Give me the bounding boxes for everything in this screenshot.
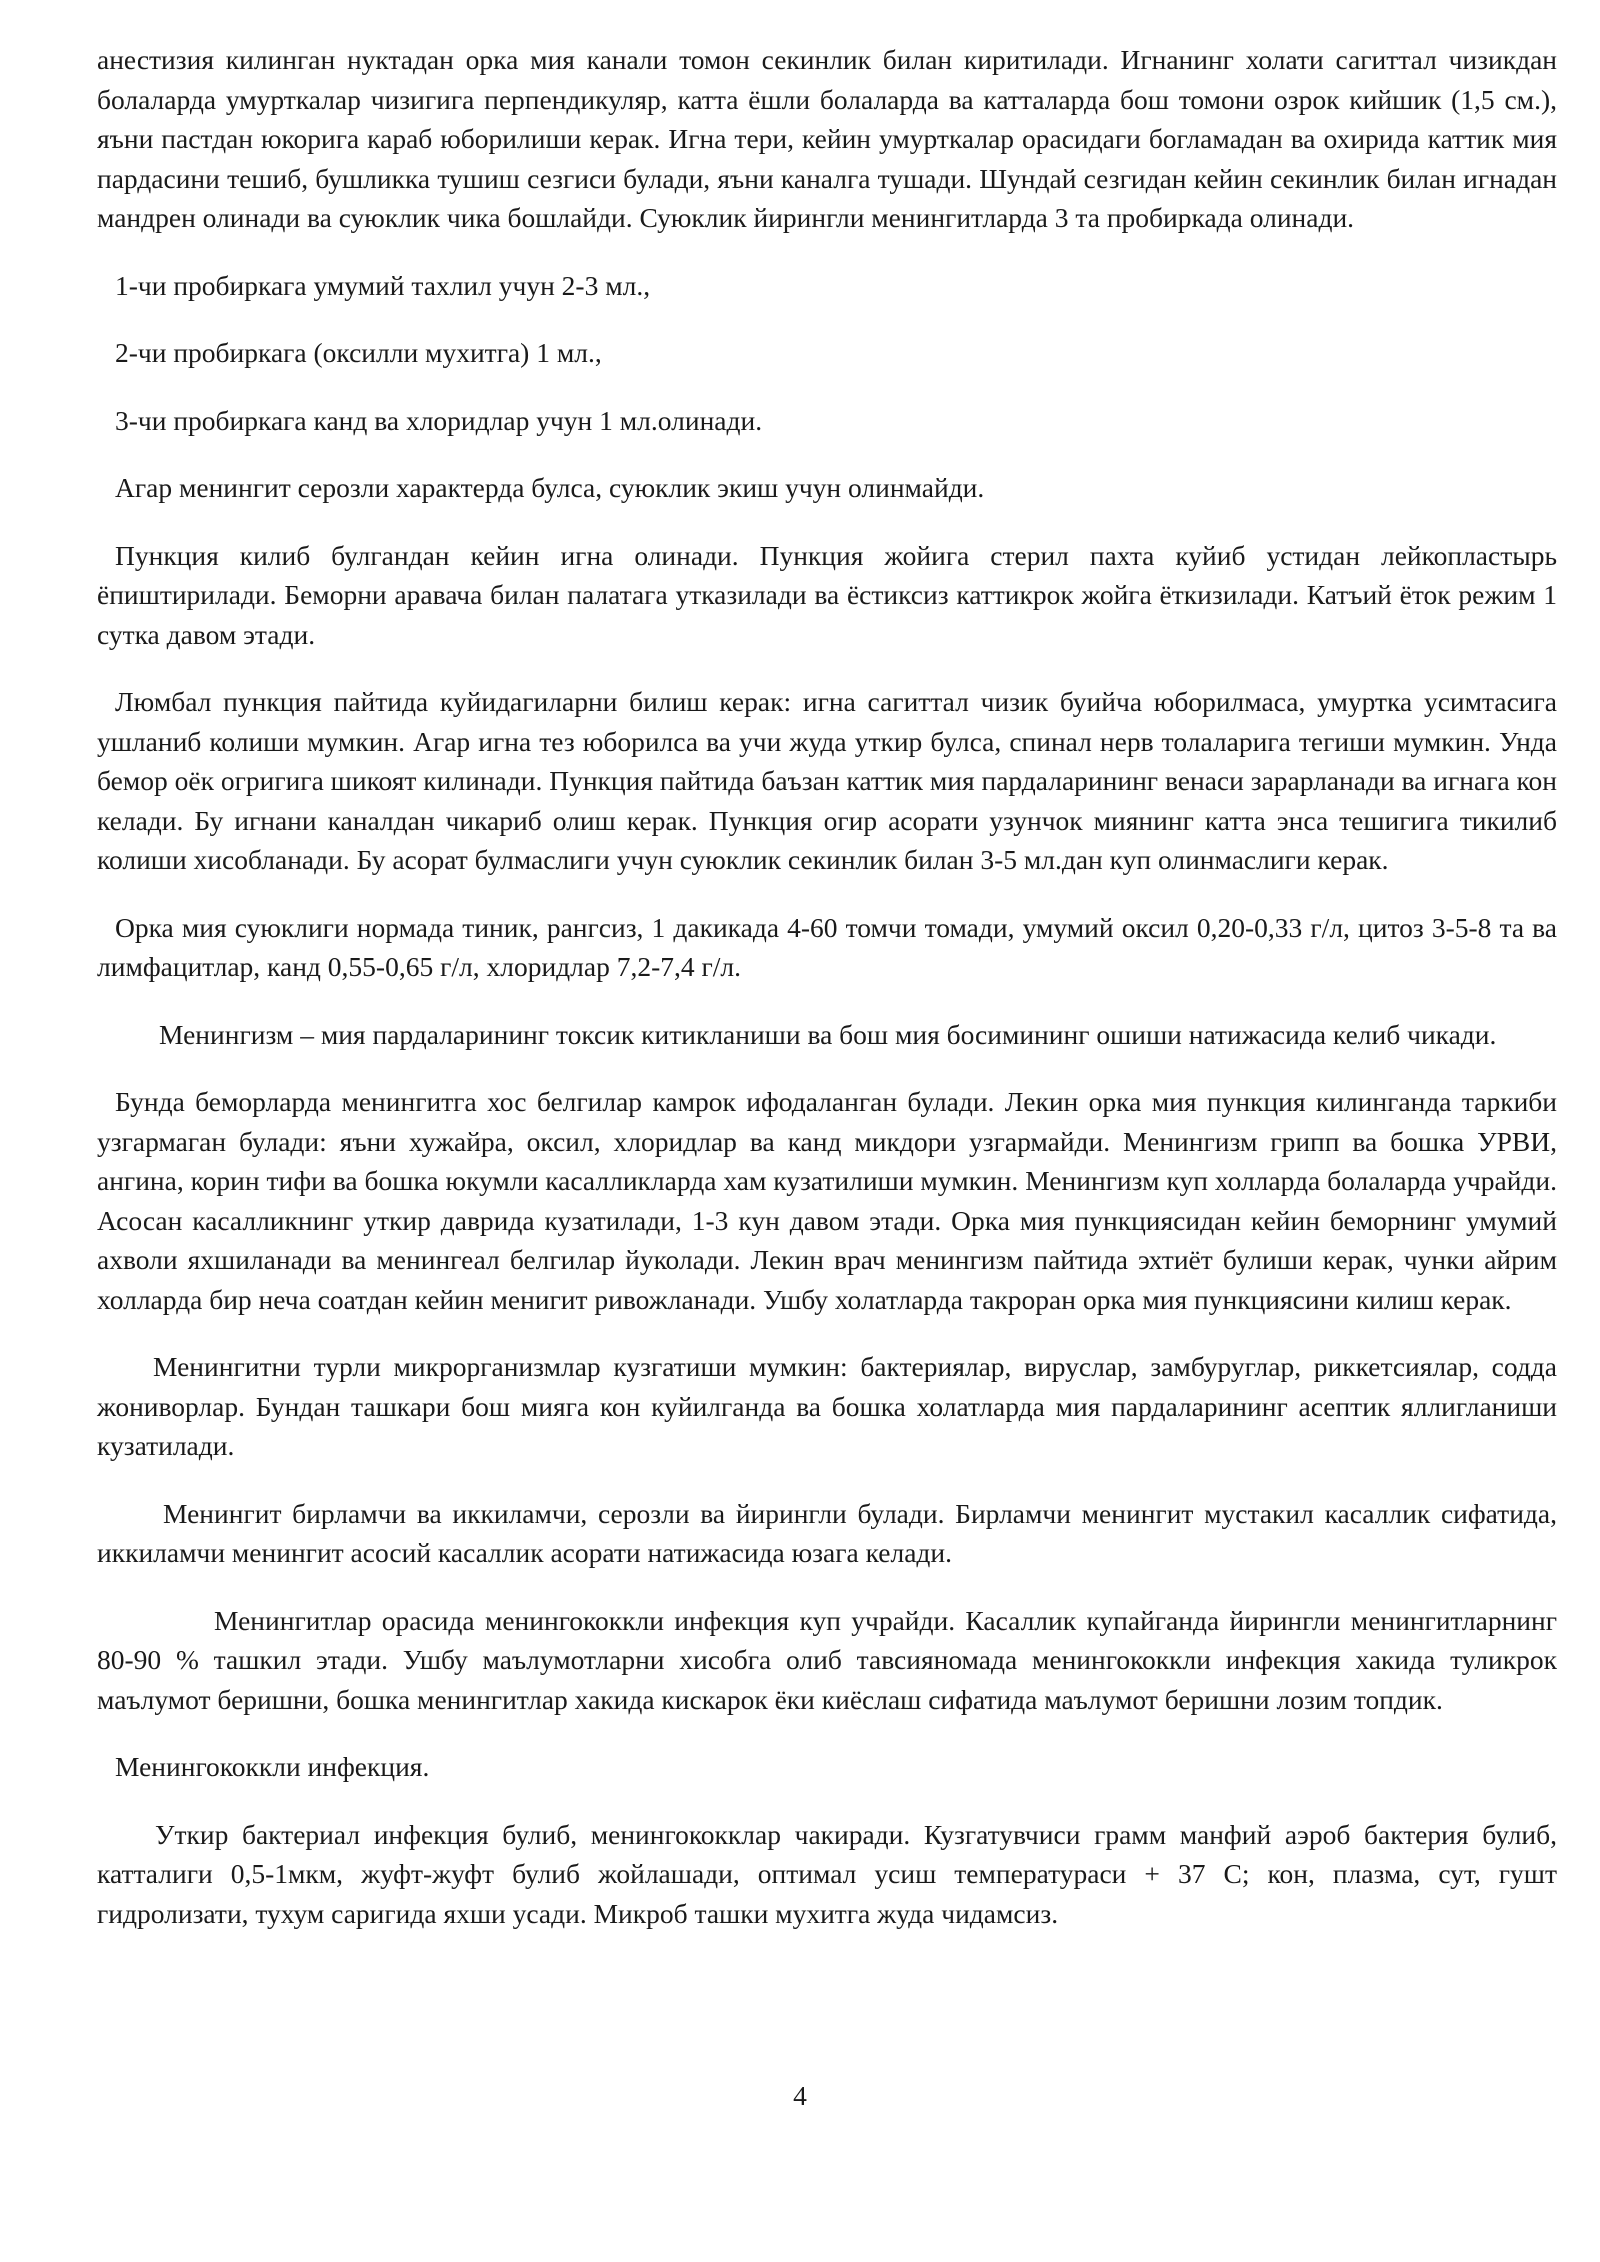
paragraph-meningococcal-description: Уткир бактериал инфекция булиб, менингококклар чакиради. Кузгатувчиси грамм манфий аэроб бактерия булиб, катталиги 0,5-1мкм, жуфт-жуфт булиб жойлашади, оптимал усиш температураси + 37 С; кон, плазма, сут, гушт гидролизати, тухум саригида яхши усади. Микроб ташки мухитга жуда чидамсиз. bbox=[97, 1818, 1557, 1929]
paragraph-meningitis-types: Менингит бирламчи ва иккиламчи, серозли ва йирингли булади. Бирламчи менингит мустакил касаллик сифатида, иккиламчи менингит асосий касаллик асорати натижасида юзага келади. bbox=[97, 1497, 1557, 1568]
paragraph-tube-3: 3-чи пробиркага канд ва хлоридлар учун 1 мл.олинади. bbox=[115, 404, 763, 436]
paragraph-meningism-details: Бунда беморларда менингитга хос белгилар камрок ифодаланган булади. Лекин орка мия пункция килинганда таркиби узгармаган булади: яъни хужайра, оксил, хлоридлар ва канд микдори узгармайди. Менингизм грипп ва бошка УРВИ, ангина, корин тифи ва бошка юкумли касалликларда хам кузатилиши мумкин. Менингизм куп холларда болаларда учрайди. Асосан касалликнинг уткир даврида кузатилади, 1-3 кун давом этади. Орка мия пункциясидан кейин беморнинг умумий ахволи яхшиланади ва менингеал белгилар йуколади. Лекин врач менингизм пайтида эхтиёт булиши керак, чунки айрим холларда бир неча соатдан кейин менигит ривожланади. Ушбу холатларда такроран орка мия пункциясини килиш керак. bbox=[97, 1086, 1557, 1315]
document-body bbox=[97, 40, 1557, 1933]
paragraph-puncture-complications: Люмбал пункция пайтида куйидагиларни билиш керак: игна сагиттал чизик буийча юборилмаса, умуртка усимтасига ушланиб колиши мумкин. Агар игна тез юборилса ва учи жуда уткир булса, спинал нерв толаларига тегиши мумкин. Унда бемор оёк огригига шикоят килинади. Пункция пайтида баъзан каттик мия пардаларининг венаси зарарланади ва игнага кон келади. Бу игнани каналдан чикариб олиш керак. Пункция огир асорати узунчок миянинг катта энса тешигига тикилиб колиши хисобланади. Бу асорат булмаслиги учун суюклик секинлик билан 3-5 мл.дан куп олинмаслиги керак. bbox=[97, 686, 1557, 875]
paragraph-pathogens: Менингитни турли микрорганизмлар кузгатиши мумкин: бактериялар, вируслар, замбуруглар, риккетсиялар, содда жониворлар. Бундан ташкари бош мияга кон куйилганда ва бошка холатларда мия пардаларининг асептик яллигланиши кузатилади. bbox=[97, 1351, 1557, 1461]
paragraph-meningococcal-frequency: Менингитлар орасида менингококкли инфекция куп учрайди. Касаллик купайганда йирингли менингитларнинг 80-90 % ташкил этади. Ушбу маълумотларни хисобга олиб тавсияномада менингококкли инфекция хакида туликрок маълумот беришни, бошка менингитлар хакида кискарок ёки киёслаш сифатида маълумот беришни лозим топдик. bbox=[97, 1604, 1557, 1715]
paragraph-csf-norms: Орка мия суюклиги нормада тиник, рангсиз, 1 дакикада 4-60 томчи томади, умумий оксил 0,20-0,33 г/л, цитоз 3-5-8 та ва лимфацитлар, канд 0,55-0,65 г/л, хлоридлар 7,2-7,4 г/л. bbox=[97, 911, 1557, 982]
paragraph-tube-1: 1-чи пробиркага умумий тахлил учун 2-3 мл., bbox=[115, 269, 651, 301]
page-number: 4 bbox=[793, 2080, 807, 2111]
paragraph-tube-2: 2-чи пробиркага (оксилли мухитга) 1 мл., bbox=[115, 337, 602, 368]
paragraph-serous-meningitis: Агар менингит серозли характерда булса, суюклик экиш учун олинмайди. bbox=[115, 472, 985, 503]
section-heading-meningococcal-infection: Менингококкли инфекция. bbox=[115, 1751, 430, 1782]
paragraph-lumbar-puncture-intro: анестизия килинган нуктадан орка мия канали томон секинлик билан киритилади. Игнанинг холати сагиттал чизикдан болаларда умурткалар чизигига перпендикуляр, катта ёшли болаларда ва катталарда бош томони озрок кийшик (1,5 см.), яъни пастдан юкорига караб юборилиши керак. Игна тери, кейин умурткалар орасидаги богламадан ва охирида каттик мия пардасини тешиб, бушликка тушиш сезгиси булади, яъни каналга тушади. Шундай сезгидан кейин секинлик билан игнадан мандрен олинади ва суюклик чика бошлайди. Суюклик йирингли менингитларда 3 та пробиркада олинади. bbox=[97, 44, 1557, 233]
paragraph-meningism-definition: Менингизм – мия пардаларининг токсик китикланиши ва бош мия босимининг ошиши натижасида келиб чикади. bbox=[159, 1018, 1497, 1050]
paragraph-after-puncture: Пункция килиб булгандан кейин игна олинади. Пункция жойига стерил пахта куйиб устидан лейкопластырь ёпиштирилади. Беморни аравача билан палатага утказилади ва ёстиксиз каттикрок жойга ёткизилади. Катъий ёток режим 1 сутка давом этади. bbox=[97, 539, 1557, 650]
